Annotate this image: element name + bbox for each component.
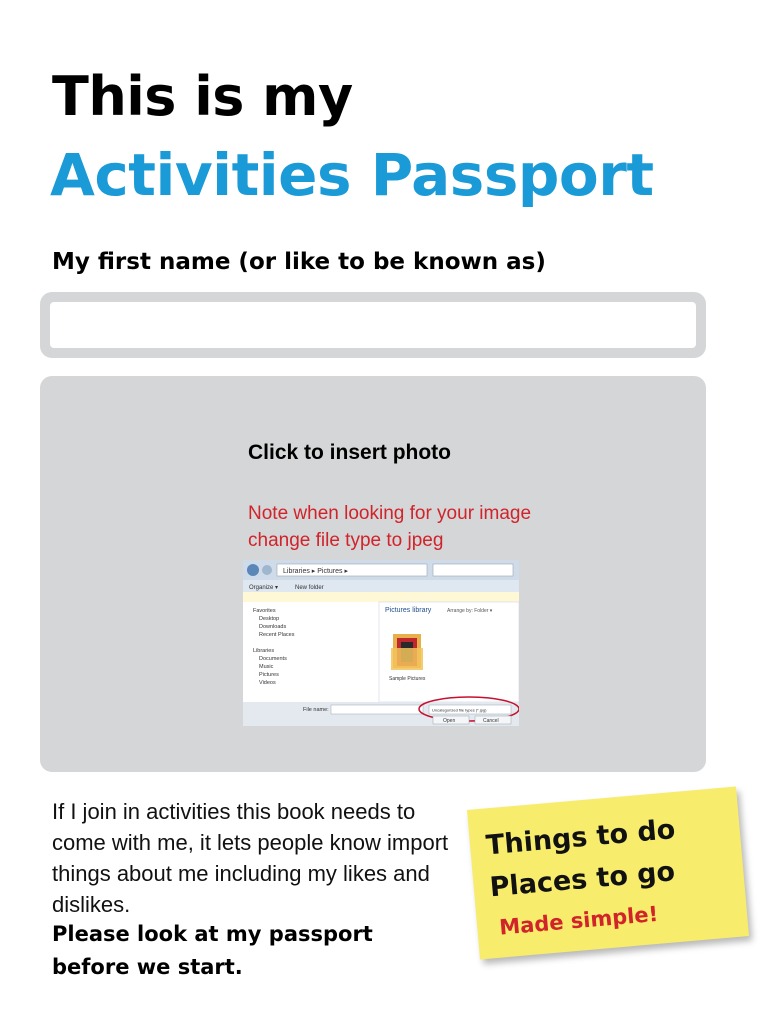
- sticky-note-line3: Made simple!: [498, 901, 660, 940]
- first-name-input[interactable]: [50, 302, 696, 348]
- back-arrow-icon: [247, 564, 259, 576]
- dialog-file-name-label: File name:: [303, 707, 329, 713]
- dialog-sidebar-item: Videos: [259, 680, 276, 686]
- name-field-frame: [40, 292, 706, 358]
- dialog-sidebar-item: Recent Places: [259, 632, 295, 638]
- dialog-breadcrumb: Libraries ▸ Pictures ▸: [283, 568, 348, 575]
- dialog-open-button: Open: [443, 718, 456, 724]
- passport-info-text: If I join in activities this book needs to come with me, it lets people know import things about me including my likes and dislikes.: [52, 799, 449, 917]
- dialog-sidebar-item: Favorites: [253, 608, 276, 614]
- passport-info-bold-text: Please look at my passport before we start.: [52, 922, 373, 979]
- page-title-line1: This is my: [52, 65, 353, 128]
- dialog-sidebar-item: Documents: [259, 656, 287, 662]
- dialog-library-title: Pictures library: [385, 607, 432, 614]
- folder-icon: [391, 634, 423, 670]
- dialog-sidebar-item: Music: [259, 664, 274, 670]
- file-dialog-image: [243, 560, 519, 726]
- dialog-sidebar-item: Desktop: [259, 616, 280, 622]
- page-title-line2: Activities Passport: [50, 141, 654, 209]
- dialog-folder-label: Sample Pictures: [389, 676, 426, 682]
- dialog-new-folder: New folder: [295, 585, 324, 591]
- sticky-note-line2: Places to go: [488, 856, 677, 904]
- dialog-file-type: Uncategorized file types (*.jpg): [432, 707, 487, 713]
- file-dialog-screenshot: [243, 560, 519, 726]
- dialog-arrange-by: Arrange by: Folder ▾: [447, 608, 493, 614]
- dialog-cancel-button: Cancel: [483, 718, 499, 724]
- sticky-note: [467, 787, 749, 960]
- dialog-sidebar-item: Pictures: [259, 672, 279, 678]
- dialog-sidebar-item: Libraries: [253, 648, 275, 654]
- sticky-note-line1: Things to do: [484, 814, 677, 862]
- forward-arrow-icon: [262, 565, 272, 575]
- dialog-organize: Organize ▾: [249, 585, 279, 591]
- name-field-label: My first name (or like to be known as): [52, 249, 546, 275]
- dialog-sidebar-item: Downloads: [259, 624, 287, 630]
- file-type-note: Note when looking for your image change file type to jpeg: [248, 503, 532, 551]
- insert-photo-button[interactable]: [40, 376, 706, 772]
- insert-photo-title: Click to insert photo: [248, 441, 452, 464]
